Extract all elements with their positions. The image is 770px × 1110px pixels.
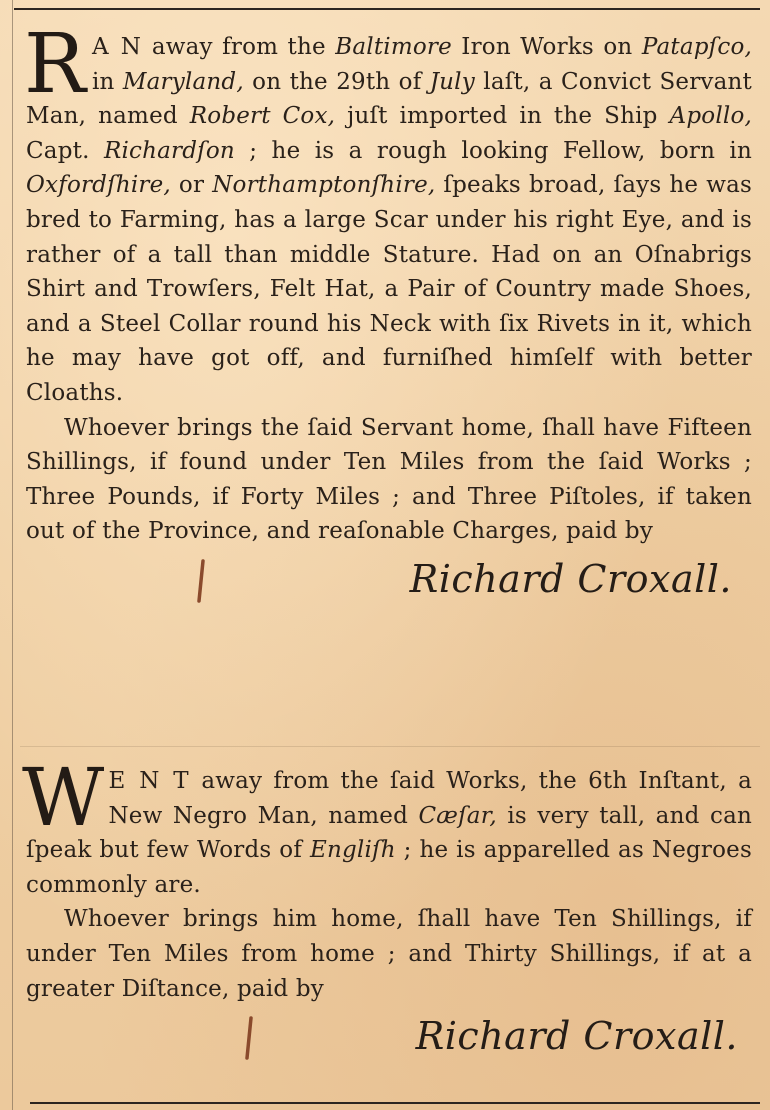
italic-text-segment: Apollo, [669,103,752,130]
ad2-signature-name: Richard Croxall. [415,1014,738,1059]
left-margin-line [12,0,13,1110]
ad2-description [22,751,752,902]
ad1-dropcap: R [24,17,86,112]
italic-text-segment: Richardſon [103,137,235,164]
italic-text-segment: Patapſco, [641,34,753,60]
ad2-dropcap: W [22,751,105,844]
italic-text-segment: Engliſh [309,837,396,864]
italic-text-segment: Cæſar, [418,802,497,829]
ad1-body-text [24,17,753,406]
italic-text-segment: Northamptonſhire, [212,172,436,199]
ad1-opening: A N [91,34,143,60]
runaway-ad-caesar [22,751,752,1064]
italic-text-segment: Baltimore [335,34,452,60]
text-segment: in [91,68,123,95]
text-segment: laſt, a Convict Servant Man, named [26,68,752,130]
italic-text-segment: July [429,68,475,95]
ad-divider [20,746,760,747]
bottom-rule [30,1102,760,1104]
text-segment: is very tall, and can ſpeak but few Words of [26,802,752,864]
ad1-signature-block [26,555,752,607]
text-segment: on the 29th of [243,68,430,95]
text-segment: Iron Works on [451,34,642,60]
signature-mark-icon [244,1016,254,1060]
text-segment: Capt. [26,137,104,164]
ad1-description [24,17,753,411]
top-rule [14,8,760,10]
ad2-opening: E N T [108,768,191,794]
ad1-reward-text: Whoever brings the ſaid Servant home, ſhall have Fifteen Shillings, if found under Ten Miles from the ſaid Works ; Three Pounds, if Forty Miles ; and Three Piſtoles, if taken out of the Province, and reaſonable Charges, paid by [26,414,752,545]
text-segment: away from the ſaid Works, the 6th Inſtant, a New Negro Man, named [108,768,752,829]
italic-text-segment: Oxfordſhire, [26,172,171,199]
text-segment: ſpeaks broad, ſays he was bred to Farming, has a large Scar under his right Eye, and is rather of a tall than middle Stature. Had on an Oſnabrigs Shirt and Trowſers, Felt Hat, a Pair of Country made Shoes, and a Steel Collar round his Neck with ſix Rivets in it, which he may have got off, and furniſhed himſelf with better Cloaths. [26,172,753,406]
signature-mark-icon [196,559,206,603]
ad2-signature-block [26,1012,752,1064]
text-segment: ; he is apparelled as Negroes commonly are. [26,837,752,898]
runaway-ad-robert-cox [24,17,753,607]
text-segment: ; he is a rough looking Fellow, born in [234,137,752,164]
text-segment: away from the [142,34,336,60]
text-segment: or [170,172,213,199]
italic-text-segment: Robert Cox, [189,103,336,130]
text-segment: juſt imported in the Ship [335,103,670,130]
italic-text-segment: Maryland, [122,68,244,95]
ad1-signature-name: Richard Croxall. [409,556,732,601]
ad2-reward-text: Whoever brings him home, ſhall have Ten Shillings, if under Ten Miles from home ; and Thirty Shillings, if at a greater Diſtance, paid by [26,906,752,1002]
